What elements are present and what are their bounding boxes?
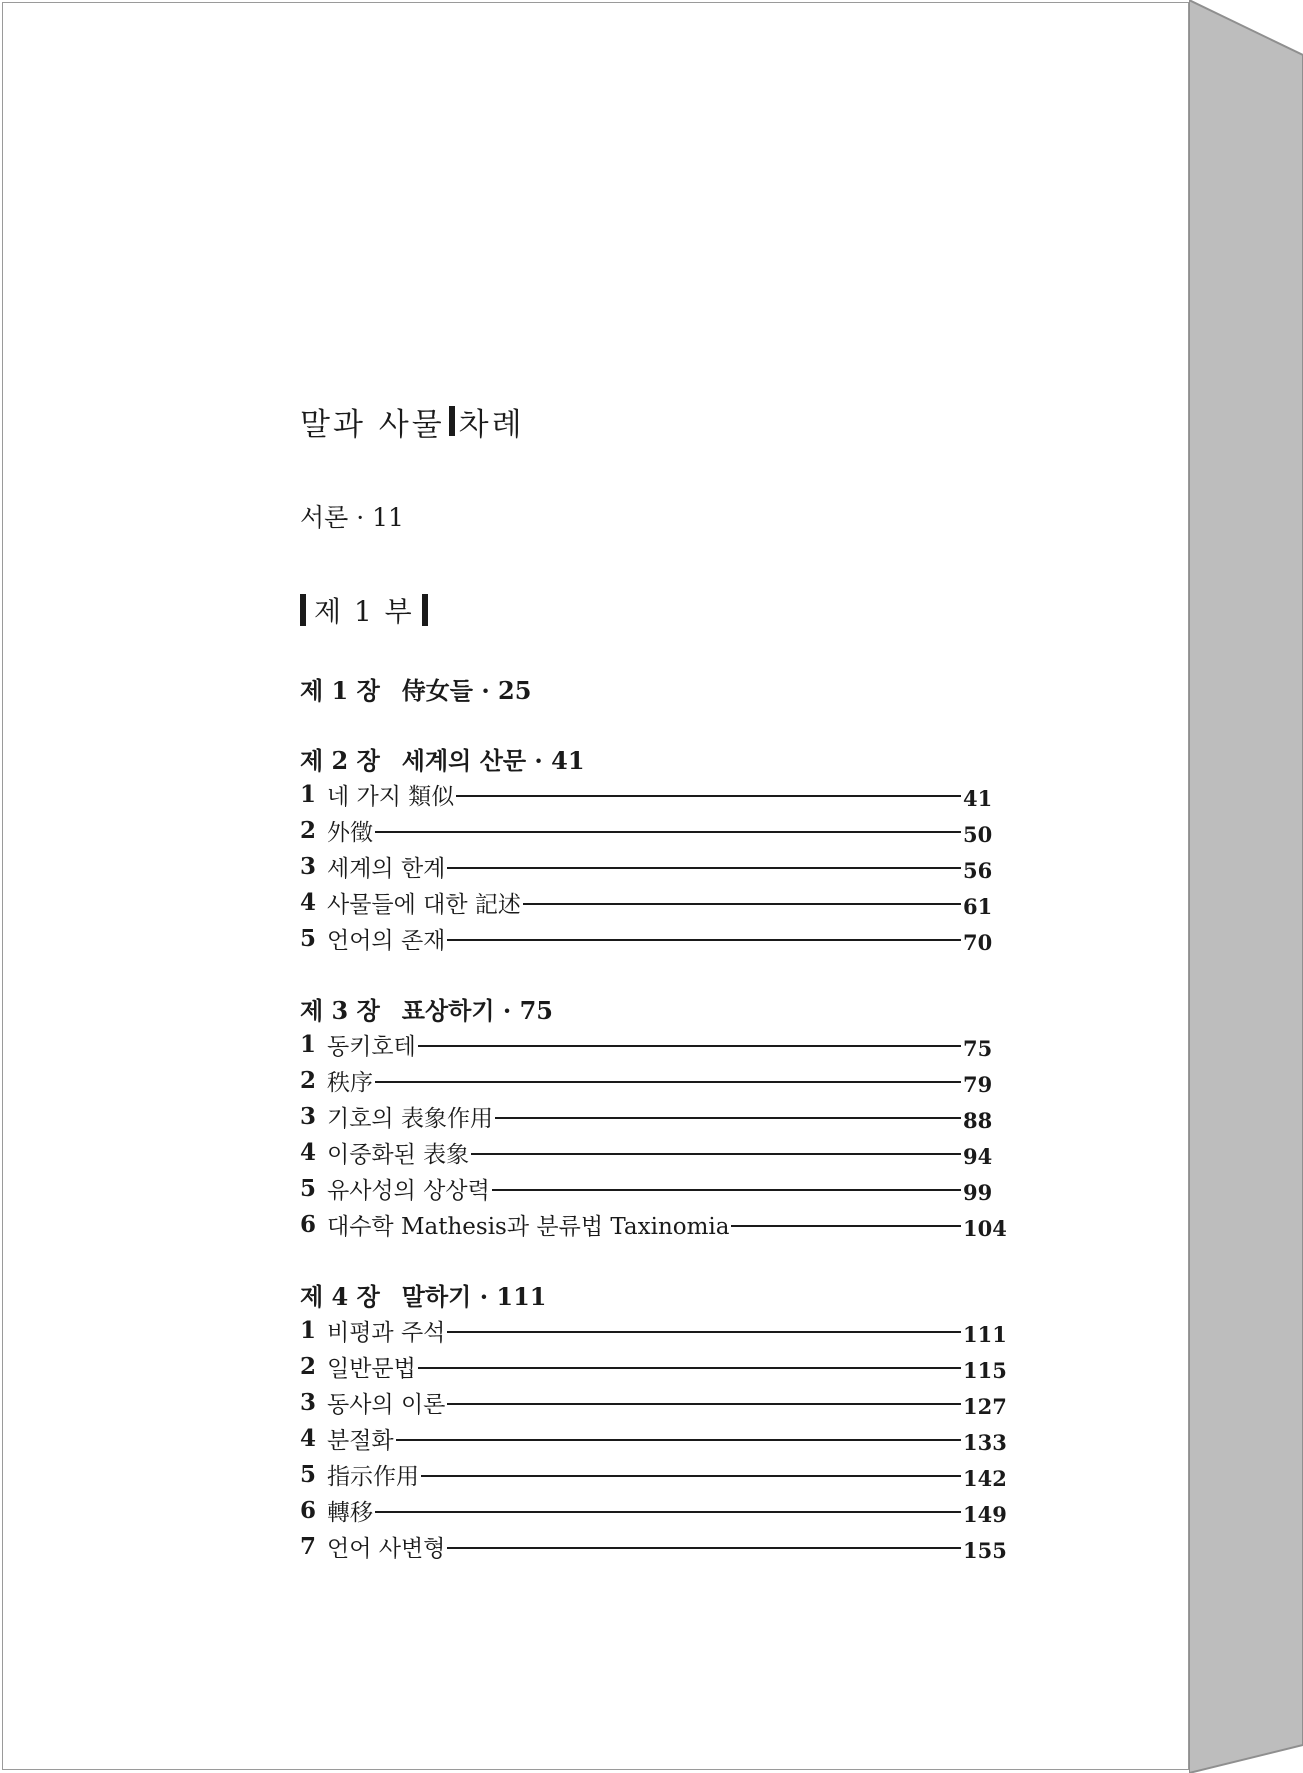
entry-page-number: 127 — [963, 1393, 1007, 1419]
toc-entry — [300, 1062, 1003, 1098]
entry-number: 6 — [300, 1496, 317, 1524]
leader-line — [447, 1547, 961, 1549]
entry-number: 2 — [300, 1352, 317, 1380]
chapter-1 — [300, 670, 1003, 706]
entry-label: 轉移 — [327, 1499, 373, 1526]
entry-page-number: 104 — [963, 1215, 1007, 1241]
toc-entry — [300, 1170, 1003, 1206]
leader-line — [731, 1225, 961, 1227]
entry-number: 4 — [300, 888, 317, 916]
chapter-3 — [300, 990, 1007, 1242]
entry-page-number: 111 — [963, 1321, 1007, 1347]
chapter-2 — [300, 740, 1003, 956]
entry-page-number: 56 — [963, 857, 993, 883]
leader-line — [523, 903, 961, 905]
intro-entry — [300, 496, 1003, 536]
entry-page-number: 133 — [963, 1429, 1007, 1455]
entry-label: 대수학 Mathesis과 분류법 Taxinomia — [327, 1213, 730, 1240]
leader-line — [375, 831, 961, 833]
leader-line — [421, 1475, 961, 1477]
leader-line — [471, 1153, 961, 1155]
table-of-contents — [300, 398, 1007, 1564]
entry-number: 3 — [300, 852, 317, 880]
toc-title — [300, 398, 1003, 444]
entry-number: 4 — [300, 1138, 317, 1166]
entry-page-number: 88 — [963, 1107, 993, 1133]
entry-page-number: 50 — [963, 821, 993, 847]
chapter-heading — [300, 1276, 1003, 1312]
toc-entry — [300, 812, 1003, 848]
toc-entry — [300, 1456, 1007, 1492]
entry-label: 유사성의 상상력 — [327, 1177, 490, 1204]
entry-number: 5 — [300, 924, 317, 952]
entry-number: 1 — [300, 780, 317, 808]
entry-label: 이중화된 表象 — [327, 1141, 470, 1168]
entry-page-number: 155 — [963, 1537, 1007, 1563]
title-separator-bar — [449, 406, 455, 436]
leader-line — [447, 1331, 961, 1333]
entry-number: 2 — [300, 816, 317, 844]
entry-label: 분절화 — [327, 1427, 394, 1454]
entry-number: 3 — [300, 1388, 317, 1416]
part-bar-right — [422, 594, 428, 626]
toc-entry — [300, 848, 1003, 884]
entry-number: 7 — [300, 1532, 317, 1560]
chapter-number: 제 4 장 — [300, 1281, 380, 1311]
leader-line — [396, 1439, 961, 1441]
book-title-text: 말과 사물 — [300, 406, 445, 443]
toc-entry — [300, 1312, 1007, 1348]
part-heading — [300, 588, 1003, 632]
entry-label: 동사의 이론 — [327, 1391, 446, 1418]
toc-entry — [300, 1348, 1007, 1384]
entry-label: 동키호테 — [327, 1033, 416, 1060]
toc-entry — [300, 1026, 1003, 1062]
leader-line — [418, 1045, 961, 1047]
toc-entry — [300, 776, 1003, 812]
chapter-title: 표상하기 · 75 — [401, 995, 553, 1025]
entry-label: 언어 사변형 — [327, 1535, 446, 1562]
chapter-heading — [300, 670, 1003, 706]
leader-line — [447, 867, 961, 869]
chapter-title: 세계의 산문 · 41 — [401, 745, 585, 775]
chapter-4 — [300, 1276, 1007, 1564]
entry-label: 外徵 — [327, 819, 373, 846]
chapter-title: 侍女들 · 25 — [401, 675, 532, 705]
chapter-number: 제 2 장 — [300, 745, 380, 775]
entry-label: 秩序 — [327, 1069, 373, 1096]
book-spine — [1189, 0, 1303, 1773]
toc-entry — [300, 884, 1003, 920]
leader-line — [447, 1403, 961, 1405]
leader-line — [418, 1367, 961, 1369]
entry-page-number: 115 — [963, 1357, 1007, 1383]
chapter-number: 제 3 장 — [300, 995, 380, 1025]
leader-line — [492, 1189, 961, 1191]
entry-label: 비평과 주석 — [327, 1319, 446, 1346]
entry-page-number: 79 — [963, 1071, 993, 1097]
chapter-title: 말하기 · 111 — [401, 1281, 547, 1311]
toc-entry — [300, 1420, 1007, 1456]
toc-entry — [300, 920, 1003, 956]
entry-label: 사물들에 대한 記述 — [327, 891, 521, 918]
entry-label: 기호의 表象作用 — [327, 1105, 493, 1132]
intro-label: 서론 · 11 — [300, 503, 404, 532]
entry-number: 5 — [300, 1174, 317, 1202]
entry-number: 4 — [300, 1424, 317, 1452]
entry-page-number: 70 — [963, 929, 993, 955]
toc-entry — [300, 1098, 1003, 1134]
toc-entry — [300, 1528, 1007, 1564]
entry-number: 3 — [300, 1102, 317, 1130]
part-bar-left — [300, 594, 306, 626]
chapter-heading — [300, 740, 1003, 776]
entry-page-number: 41 — [963, 785, 993, 811]
entry-page-number: 94 — [963, 1143, 993, 1169]
chapter-number: 제 1 장 — [300, 675, 380, 705]
entry-label: 언어의 존재 — [327, 927, 446, 954]
leader-line — [447, 939, 961, 941]
entry-number: 5 — [300, 1460, 317, 1488]
chapter-list — [300, 670, 1007, 1564]
leader-line — [495, 1117, 961, 1119]
entry-label: 세계의 한계 — [327, 855, 446, 882]
toc-entry — [300, 1134, 1003, 1170]
toc-heading-text: 차례 — [458, 406, 525, 443]
entry-page-number: 142 — [963, 1465, 1007, 1491]
entry-page-number: 75 — [963, 1035, 993, 1061]
toc-entry — [300, 1492, 1007, 1528]
entry-number: 1 — [300, 1030, 317, 1058]
entry-page-number: 61 — [963, 893, 993, 919]
entry-label: 일반문법 — [327, 1355, 416, 1382]
leader-line — [375, 1511, 961, 1513]
entry-page-number: 149 — [963, 1501, 1007, 1527]
entry-number: 2 — [300, 1066, 317, 1094]
entry-label: 指示作用 — [327, 1463, 419, 1490]
leader-line — [375, 1081, 961, 1083]
chapter-heading — [300, 990, 1003, 1026]
part-label: 제 1 부 — [314, 595, 414, 628]
toc-entry — [300, 1206, 1007, 1242]
entry-page-number: 99 — [963, 1179, 993, 1205]
entry-number: 1 — [300, 1316, 317, 1344]
leader-line — [456, 795, 961, 797]
entry-label: 네 가지 類似 — [327, 783, 455, 810]
entry-number: 6 — [300, 1210, 317, 1238]
toc-entry — [300, 1384, 1007, 1420]
